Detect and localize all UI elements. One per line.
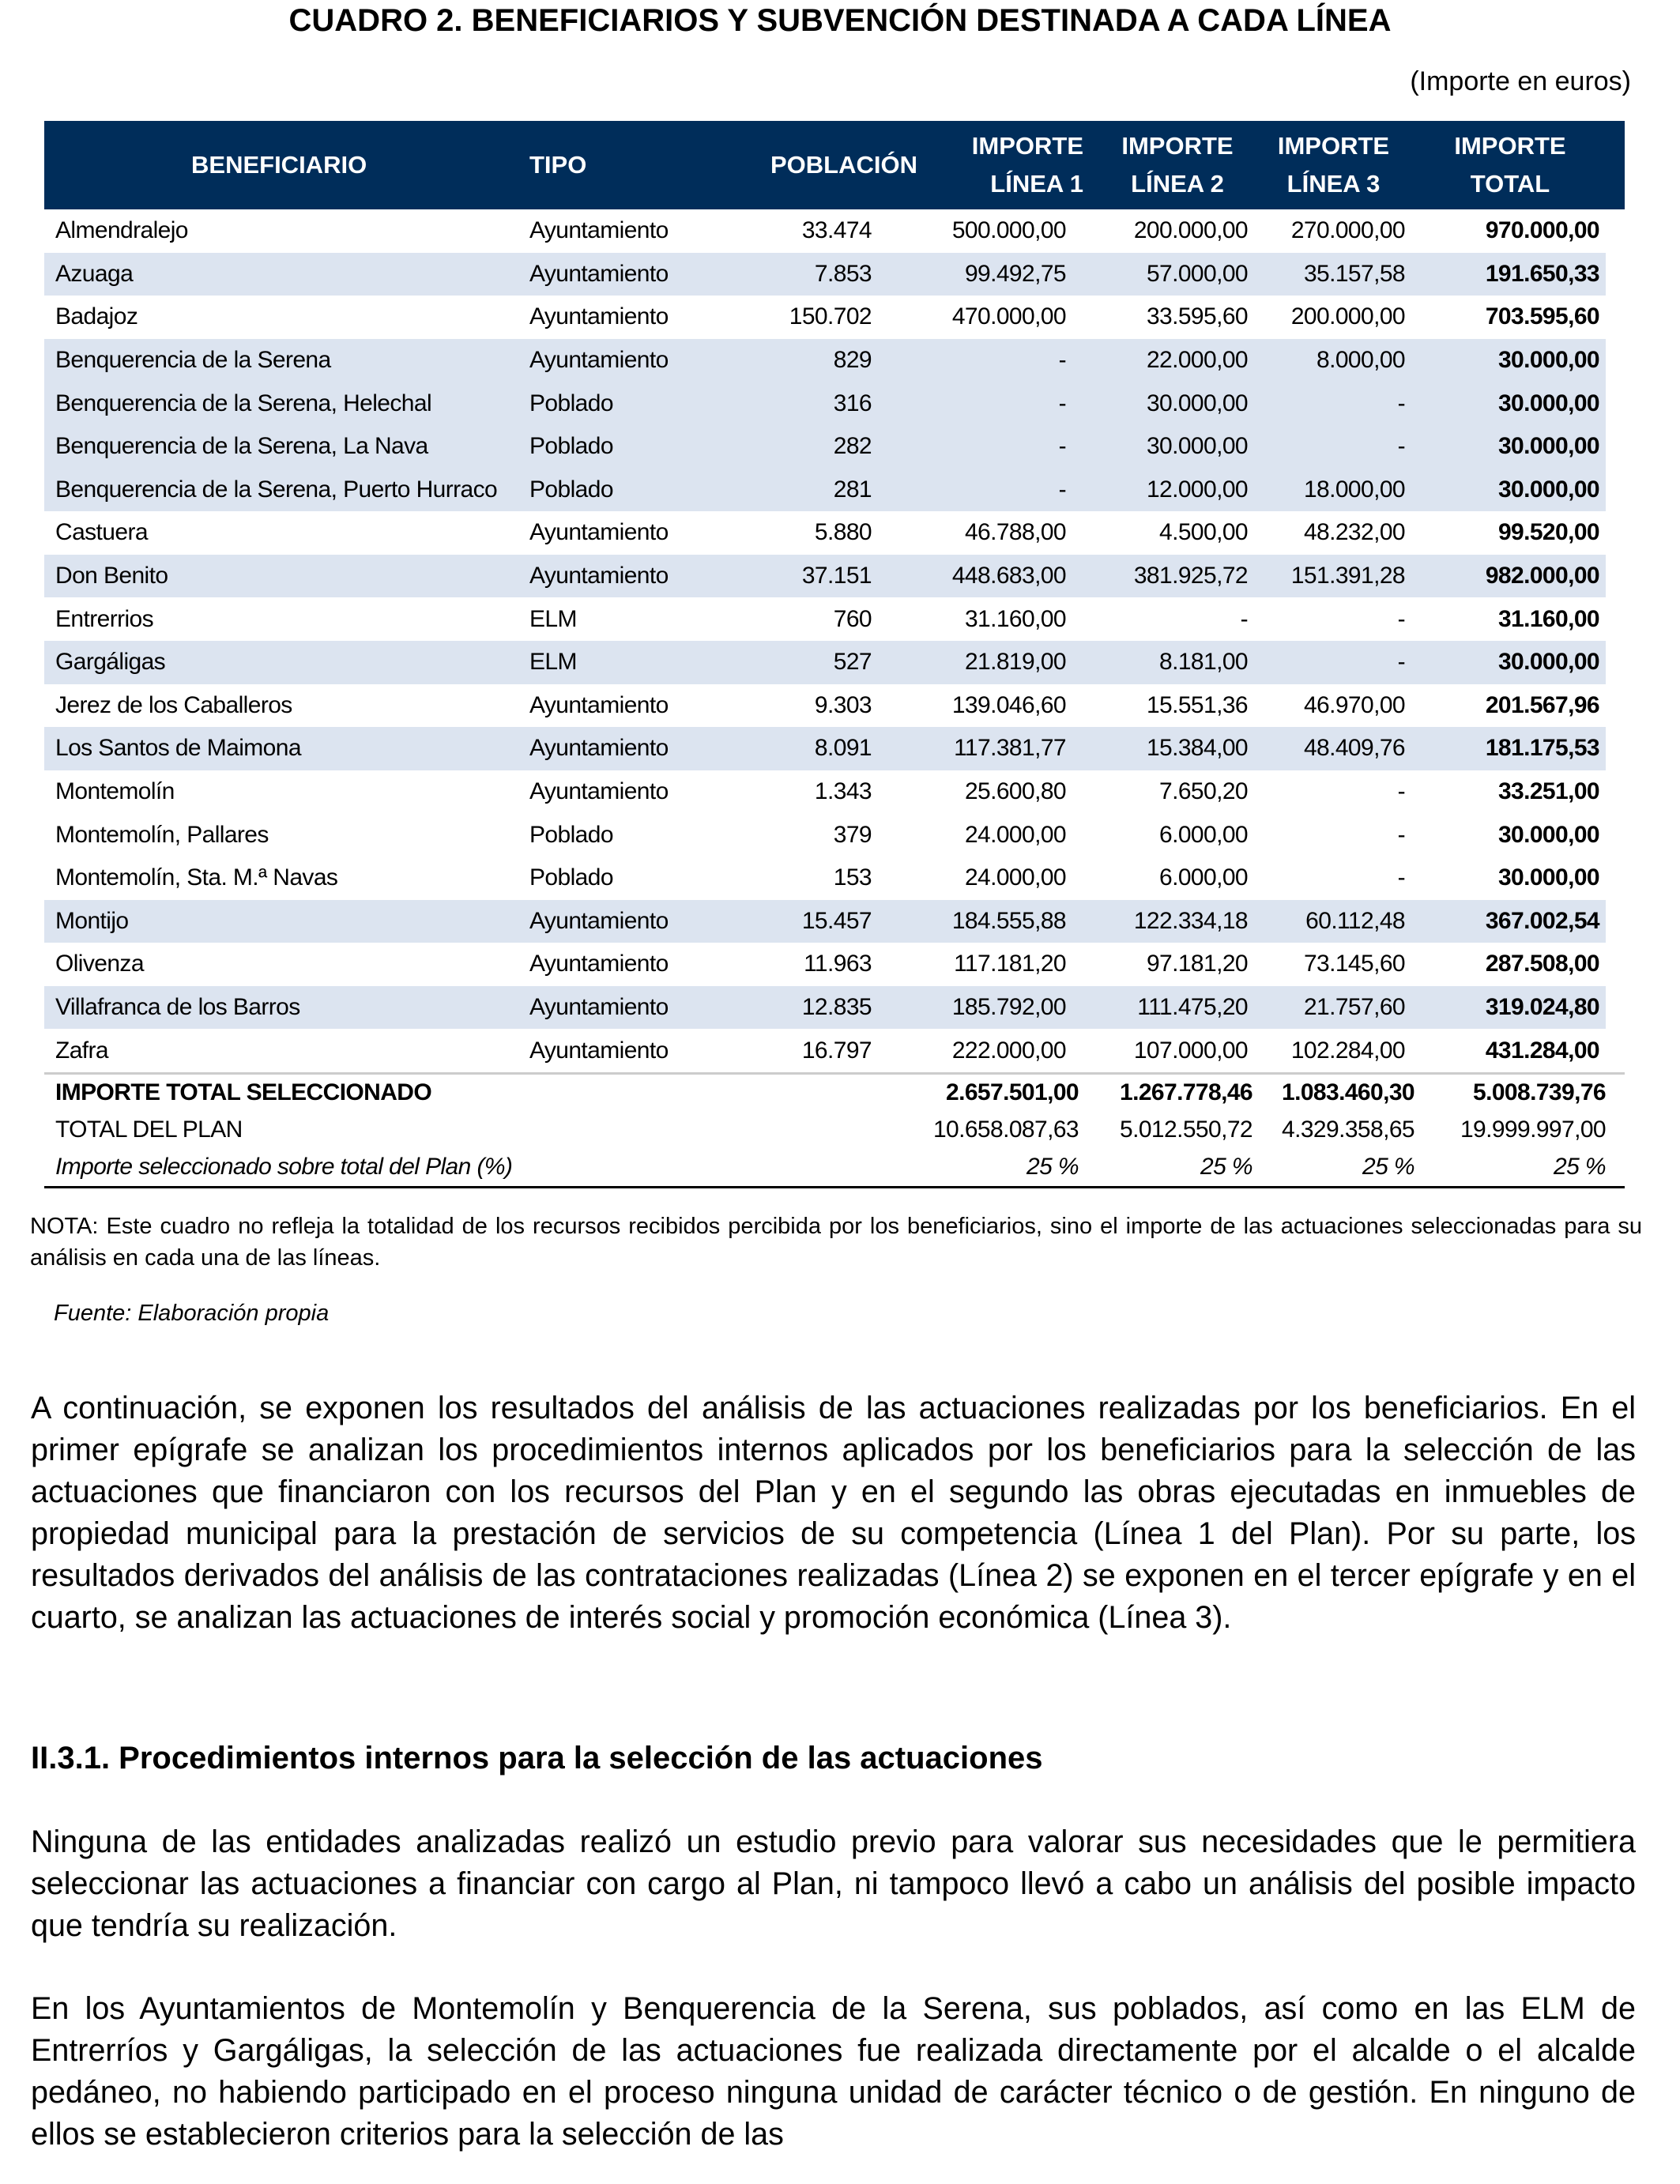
row-edge bbox=[1606, 469, 1625, 512]
beneficiary-name: Benquerencia de la Serena, La Nava bbox=[44, 425, 529, 469]
amount-linea3: 200.000,00 bbox=[1290, 303, 1405, 330]
population: 12.835 bbox=[755, 986, 872, 1030]
amount-linea2: 4.500,00 bbox=[1159, 519, 1248, 546]
unit-note: (Importe en euros) bbox=[1410, 66, 1631, 96]
amount-linea2: 22.000,00 bbox=[1102, 339, 1252, 382]
amount-total: 30.000,00 bbox=[1414, 469, 1606, 512]
beneficiary-type: Ayuntamiento bbox=[529, 951, 669, 977]
population: 281 bbox=[755, 469, 872, 512]
beneficiary-type: Poblado bbox=[529, 864, 613, 891]
amount-linea2: 33.595,60 bbox=[1146, 303, 1248, 330]
amount-total: 30.000,00 bbox=[1414, 641, 1606, 684]
population: 150.702 bbox=[789, 303, 872, 330]
amount-linea3: 35.157,58 bbox=[1252, 253, 1414, 296]
amount-linea3: 8.000,00 bbox=[1252, 339, 1414, 382]
beneficiary-name: Montemolín, Pallares bbox=[55, 821, 269, 848]
amount-linea2: 7.650,20 bbox=[1159, 778, 1248, 805]
beneficiary-name: Montemolín, Sta. M.ª Navas bbox=[55, 864, 338, 891]
beneficiary-name: Entrerrios bbox=[55, 605, 154, 632]
beneficiary-type: Ayuntamiento bbox=[529, 519, 669, 546]
table-row bbox=[44, 986, 1625, 1030]
amount-linea2: 381.925,72 bbox=[1102, 555, 1252, 598]
table-row bbox=[44, 209, 1625, 253]
row-edge bbox=[1606, 1149, 1625, 1188]
header-linea2: IMPORTE LÍNEA 2 bbox=[1102, 121, 1252, 209]
row-edge bbox=[1606, 296, 1625, 339]
summary-label: IMPORTE TOTAL SELECCIONADO bbox=[44, 1073, 872, 1112]
amount-linea3: 48.409,76 bbox=[1252, 727, 1414, 770]
header-edge bbox=[1606, 121, 1625, 209]
beneficiary-type: Ayuntamiento bbox=[529, 555, 755, 598]
row-edge bbox=[1606, 813, 1625, 857]
table-row bbox=[44, 770, 1625, 814]
amount-total: 703.595,60 bbox=[1485, 303, 1599, 330]
row-edge bbox=[1606, 986, 1625, 1030]
row-edge bbox=[1606, 555, 1625, 598]
table-row bbox=[44, 943, 1625, 986]
table-row bbox=[44, 857, 1625, 900]
amount-linea2: 6.000,00 bbox=[1159, 864, 1248, 891]
summary-row bbox=[44, 1149, 1625, 1188]
beneficiary-type: Ayuntamiento bbox=[529, 339, 755, 382]
header-beneficiario: BENEFICIARIO bbox=[44, 121, 529, 209]
amount-linea3: 60.112,48 bbox=[1252, 900, 1414, 943]
population: 282 bbox=[755, 425, 872, 469]
population: 316 bbox=[755, 382, 872, 425]
beneficiary-type: ELM bbox=[529, 605, 577, 632]
amount-linea1: 500.000,00 bbox=[951, 217, 1066, 244]
amount-linea3: 102.284,00 bbox=[1290, 1037, 1405, 1064]
header-linea1: IMPORTE LÍNEA 1 bbox=[872, 121, 1102, 209]
table-source: Fuente: Elaboración propia bbox=[54, 1301, 330, 1326]
row-edge bbox=[1606, 382, 1625, 425]
summary-total: 19.999.997,00 bbox=[1460, 1116, 1606, 1143]
section-heading: II.3.1. Procedimientos internos para la selección de las actuaciones bbox=[31, 1741, 1043, 1775]
population: 16.797 bbox=[801, 1037, 872, 1064]
row-edge bbox=[1606, 209, 1625, 253]
amount-linea3: - bbox=[1252, 425, 1414, 469]
beneficiary-type: Ayuntamiento bbox=[529, 253, 755, 296]
row-edge bbox=[1606, 253, 1625, 296]
amount-linea2: 107.000,00 bbox=[1133, 1037, 1248, 1064]
row-edge bbox=[1606, 425, 1625, 469]
amount-linea1: 184.555,88 bbox=[872, 900, 1102, 943]
beneficiary-name: Badajoz bbox=[55, 303, 138, 330]
amount-linea3: 151.391,28 bbox=[1252, 555, 1414, 598]
amount-total: 431.284,00 bbox=[1485, 1037, 1599, 1064]
amount-linea1: 222.000,00 bbox=[951, 1037, 1066, 1064]
amount-linea2: 97.181,20 bbox=[1146, 951, 1248, 977]
row-edge bbox=[1606, 1029, 1625, 1073]
summary-total: 25 % bbox=[1414, 1149, 1606, 1188]
beneficiary-type: Ayuntamiento bbox=[529, 778, 669, 805]
table-row bbox=[44, 1029, 1625, 1073]
amount-linea1: 139.046,60 bbox=[951, 691, 1066, 718]
amount-total: 30.000,00 bbox=[1497, 864, 1599, 891]
row-edge bbox=[1606, 1112, 1625, 1149]
amount-linea1: - bbox=[872, 425, 1102, 469]
population: 7.853 bbox=[755, 253, 872, 296]
table-row bbox=[44, 597, 1625, 641]
amount-linea3: - bbox=[1397, 821, 1405, 848]
amount-linea2: 57.000,00 bbox=[1102, 253, 1252, 296]
amount-linea1: 470.000,00 bbox=[951, 303, 1066, 330]
summary-total: 5.008.739,76 bbox=[1414, 1073, 1606, 1112]
beneficiary-name: Zafra bbox=[55, 1037, 109, 1064]
table-row bbox=[44, 253, 1625, 296]
row-edge bbox=[1606, 770, 1625, 814]
amount-linea3: 270.000,00 bbox=[1290, 217, 1405, 244]
beneficiary-name: Almendralejo bbox=[55, 217, 188, 244]
population: 9.303 bbox=[814, 691, 872, 718]
amount-linea1: 24.000,00 bbox=[964, 821, 1066, 848]
summary-label: TOTAL DEL PLAN bbox=[55, 1116, 243, 1143]
beneficiary-type: Poblado bbox=[529, 425, 755, 469]
paragraph-selection: En los Ayuntamientos de Montemolín y Benquerencia de la Serena, sus poblados, así como en las ELM de Entrerríos y Gargáligas, la selección de las actuaciones fue realizada directamente por el alcalde o el alcalde pedáneo, no habiendo participado en el proceso ninguna unidad de carácter técnico o de gestión. En ninguno de ellos se establecieron criterios para la selección de las bbox=[31, 1991, 1636, 2152]
beneficiary-type: Ayuntamiento bbox=[529, 691, 669, 718]
beneficiary-name: Montijo bbox=[44, 900, 529, 943]
summary-linea3: 25 % bbox=[1252, 1149, 1414, 1188]
beneficiary-type: Ayuntamiento bbox=[529, 986, 755, 1030]
amount-linea2: 15.384,00 bbox=[1102, 727, 1252, 770]
table-row bbox=[44, 339, 1625, 382]
amount-linea1: 21.819,00 bbox=[872, 641, 1102, 684]
amount-linea2: 200.000,00 bbox=[1133, 217, 1248, 244]
amount-total: 33.251,00 bbox=[1497, 778, 1599, 805]
row-edge bbox=[1606, 943, 1625, 986]
summary-row bbox=[44, 1073, 1625, 1112]
population: 760 bbox=[833, 605, 872, 632]
row-edge bbox=[1606, 597, 1625, 641]
header-poblacion: POBLACIÓN bbox=[755, 121, 872, 209]
table-header bbox=[44, 121, 1625, 209]
beneficiary-type: Ayuntamiento bbox=[529, 303, 669, 330]
amount-linea2: 12.000,00 bbox=[1102, 469, 1252, 512]
summary-linea1: 10.658.087,63 bbox=[932, 1116, 1079, 1143]
population: 8.091 bbox=[755, 727, 872, 770]
population: 11.963 bbox=[804, 951, 872, 977]
amount-linea3: 46.970,00 bbox=[1303, 691, 1405, 718]
table-row bbox=[44, 555, 1625, 598]
table-row bbox=[44, 727, 1625, 770]
summary-linea1: 2.657.501,00 bbox=[872, 1073, 1102, 1112]
beneficiary-name: Montemolín bbox=[55, 778, 175, 805]
amount-linea3: - bbox=[1252, 641, 1414, 684]
amount-linea3: - bbox=[1252, 382, 1414, 425]
beneficiary-name: Olivenza bbox=[55, 951, 144, 977]
amount-linea1: 46.788,00 bbox=[964, 519, 1066, 546]
row-edge bbox=[1606, 339, 1625, 382]
paragraph-intro: A continuación, se exponen los resultados del análisis de las actuaciones realizadas por los beneficiarios. En el primer epígrafe se analizan los procedimientos internos aplicados por los beneficiarios para la selección de las actuaciones que financiaron con los recursos del Plan y en el segundo las obras ejecutadas en inmuebles de propiedad municipal para la prestación de servicios de su competencia (Línea 1 del Plan). Por su parte, los resultados derivados del análisis de las contrataciones realizadas (Línea 2) se exponen en el tercer epígrafe y en el cuarto, se analizan las actuaciones de interés social y promoción económica (Línea 3). bbox=[31, 1391, 1636, 1635]
header-tipo: TIPO bbox=[529, 121, 755, 209]
amount-linea3: - bbox=[1397, 605, 1405, 632]
amount-total: 99.520,00 bbox=[1497, 519, 1599, 546]
amount-total: 367.002,54 bbox=[1414, 900, 1606, 943]
beneficiary-name: Don Benito bbox=[44, 555, 529, 598]
amount-linea1: 448.683,00 bbox=[872, 555, 1102, 598]
row-edge bbox=[1606, 684, 1625, 728]
beneficiary-type: Ayuntamiento bbox=[529, 900, 755, 943]
beneficiary-type: ELM bbox=[529, 641, 755, 684]
amount-linea2: - bbox=[1240, 605, 1248, 632]
summary-linea3: 1.083.460,30 bbox=[1252, 1073, 1414, 1112]
amount-linea1: 99.492,75 bbox=[872, 253, 1102, 296]
summary-linea1: 25 % bbox=[872, 1149, 1102, 1188]
amount-total: 970.000,00 bbox=[1485, 217, 1599, 244]
population: 37.151 bbox=[755, 555, 872, 598]
amount-linea3: 18.000,00 bbox=[1252, 469, 1414, 512]
header-total: IMPORTE TOTAL bbox=[1414, 121, 1606, 209]
header-linea3: IMPORTE LÍNEA 3 bbox=[1252, 121, 1414, 209]
beneficiary-type: Poblado bbox=[529, 469, 755, 512]
beneficiary-name: Benquerencia de la Serena, Helechal bbox=[44, 382, 529, 425]
table-note: NOTA: Este cuadro no refleja la totalidad de los recursos recibidos percibida por los beneficiarios, sino el importe de las actuaciones seleccionadas para su análisis en cada una de las líneas. bbox=[30, 1214, 1642, 1271]
population: 527 bbox=[755, 641, 872, 684]
beneficiary-type: Ayuntamiento bbox=[529, 217, 669, 244]
population: 5.880 bbox=[814, 519, 872, 546]
amount-linea3: 48.232,00 bbox=[1303, 519, 1405, 546]
table-row bbox=[44, 511, 1625, 555]
beneficiary-name: Azuaga bbox=[44, 253, 529, 296]
beneficiary-name: Los Santos de Maimona bbox=[44, 727, 529, 770]
population: 829 bbox=[755, 339, 872, 382]
beneficiary-name: Jerez de los Caballeros bbox=[55, 691, 292, 718]
table-row bbox=[44, 382, 1625, 425]
beneficiary-name: Gargáligas bbox=[44, 641, 529, 684]
table-row bbox=[44, 641, 1625, 684]
amount-total: 319.024,80 bbox=[1414, 986, 1606, 1030]
amount-total: 191.650,33 bbox=[1414, 253, 1606, 296]
amount-linea2: 15.551,36 bbox=[1146, 691, 1248, 718]
amount-linea2: 111.475,20 bbox=[1102, 986, 1252, 1030]
amount-linea1: - bbox=[872, 469, 1102, 512]
population: 1.343 bbox=[814, 778, 872, 805]
summary-linea2: 25 % bbox=[1102, 1149, 1252, 1188]
amount-linea3: 73.145,60 bbox=[1303, 951, 1405, 977]
row-edge bbox=[1606, 1073, 1625, 1112]
beneficiary-name: Benquerencia de la Serena, Puerto Hurraco bbox=[44, 469, 529, 512]
table-title: CUADRO 2. BENEFICIARIOS Y SUBVENCIÓN DESTINADA A CADA LÍNEA bbox=[288, 3, 1392, 38]
beneficiary-type: Poblado bbox=[529, 821, 613, 848]
amount-linea1: 25.600,80 bbox=[964, 778, 1066, 805]
beneficiary-type: Ayuntamiento bbox=[529, 727, 755, 770]
summary-linea2: 1.267.778,46 bbox=[1102, 1073, 1252, 1112]
population: 379 bbox=[833, 821, 872, 848]
row-edge bbox=[1606, 857, 1625, 900]
amount-total: 287.508,00 bbox=[1485, 951, 1599, 977]
table-row bbox=[44, 684, 1625, 728]
amount-linea1: - bbox=[872, 382, 1102, 425]
amount-total: 30.000,00 bbox=[1414, 425, 1606, 469]
summary-linea2: 5.012.550,72 bbox=[1120, 1116, 1252, 1143]
amount-linea2: 122.334,18 bbox=[1102, 900, 1252, 943]
amount-linea1: 117.381,77 bbox=[872, 727, 1102, 770]
amount-total: 201.567,96 bbox=[1485, 691, 1599, 718]
row-edge bbox=[1606, 900, 1625, 943]
row-edge bbox=[1606, 641, 1625, 684]
amount-total: 31.160,00 bbox=[1497, 605, 1599, 632]
amount-total: 30.000,00 bbox=[1414, 339, 1606, 382]
amount-total: 181.175,53 bbox=[1414, 727, 1606, 770]
summary-row bbox=[44, 1112, 1625, 1149]
table-row bbox=[44, 425, 1625, 469]
amount-linea2: 8.181,00 bbox=[1102, 641, 1252, 684]
amount-linea3: - bbox=[1397, 778, 1405, 805]
summary-linea3: 4.329.358,65 bbox=[1282, 1116, 1414, 1143]
row-edge bbox=[1606, 727, 1625, 770]
table-row bbox=[44, 469, 1625, 512]
amount-linea2: 30.000,00 bbox=[1102, 382, 1252, 425]
amount-total: 982.000,00 bbox=[1414, 555, 1606, 598]
amount-total: 30.000,00 bbox=[1497, 821, 1599, 848]
beneficiary-type: Ayuntamiento bbox=[529, 1037, 669, 1064]
amount-linea1: 117.181,20 bbox=[954, 951, 1066, 977]
table-row bbox=[44, 296, 1625, 339]
beneficiaries-table bbox=[44, 121, 1625, 1188]
amount-total: 30.000,00 bbox=[1414, 382, 1606, 425]
beneficiary-name: Castuera bbox=[55, 519, 148, 546]
amount-linea2: 6.000,00 bbox=[1159, 821, 1248, 848]
table-row bbox=[44, 813, 1625, 857]
amount-linea1: - bbox=[872, 339, 1102, 382]
amount-linea1: 185.792,00 bbox=[872, 986, 1102, 1030]
population: 33.474 bbox=[801, 217, 872, 244]
amount-linea1: 31.160,00 bbox=[964, 605, 1066, 632]
beneficiary-name: Benquerencia de la Serena bbox=[44, 339, 529, 382]
amount-linea3: 21.757,60 bbox=[1252, 986, 1414, 1030]
row-edge bbox=[1606, 511, 1625, 555]
summary-label: Importe seleccionado sobre total del Plan (%) bbox=[44, 1149, 872, 1188]
population: 15.457 bbox=[755, 900, 872, 943]
population: 153 bbox=[833, 864, 872, 891]
beneficiary-name: Villafranca de los Barros bbox=[44, 986, 529, 1030]
beneficiary-type: Poblado bbox=[529, 382, 755, 425]
table-row bbox=[44, 900, 1625, 943]
amount-linea3: - bbox=[1397, 864, 1405, 891]
amount-linea1: 24.000,00 bbox=[964, 864, 1066, 891]
amount-linea2: 30.000,00 bbox=[1102, 425, 1252, 469]
paragraph-no-study: Ninguna de las entidades analizadas realizó un estudio previo para valorar sus necesidades que le permitiera seleccionar las actuaciones a financiar con cargo al Plan, ni tampoco llevó a cabo un análisis del posible impacto que tendría su realización. bbox=[31, 1824, 1636, 1943]
